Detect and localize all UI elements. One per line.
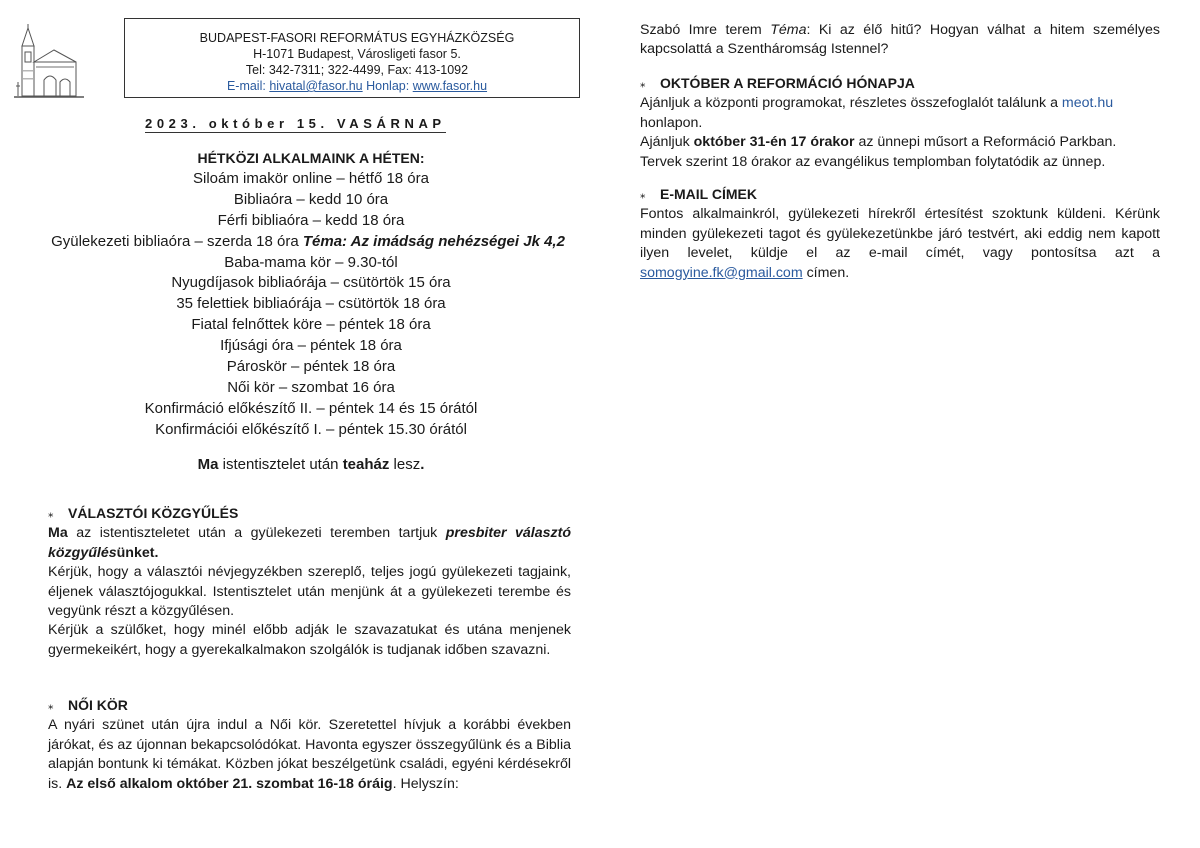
event-item: Bibliaóra – kedd 10 óra	[233, 190, 389, 208]
weekly-heading: HÉTKÖZI ALKALMAINK A HÉTEN:	[197, 150, 425, 166]
noi-kor-end: . Helyszín:	[392, 775, 459, 792]
date-line: 2023. október 15. VASÁRNAP	[145, 116, 446, 131]
section-title	[48, 504, 571, 524]
event-topic: Téma: Az imádság nehézségei Jk 4,2	[302, 232, 565, 250]
section-title	[640, 74, 1160, 94]
noi-kor-bold: Az első alkalom október 21. szombat 16-18 óráig	[66, 775, 393, 792]
weekly-events	[48, 148, 574, 441]
org-name: BUDAPEST-FASORI REFORMÁTUS EGYHÁZKÖZSÉG	[199, 31, 515, 45]
address: H-1071 Budapest, Városligeti fasor 5.	[253, 47, 461, 61]
somogyine-email-link[interactable]: somogyine.fk@gmail.com	[640, 264, 803, 281]
teahaz-notice	[48, 456, 574, 473]
event-item: Női kör – szombat 16 óra	[227, 378, 395, 396]
event-item: Konfirmáció előkészítő II. – péntek 14 és 15 órától	[144, 399, 478, 417]
email-label: E-mail:	[226, 79, 266, 93]
valasztoi-title: VÁLASZTÓI KÖZGYŰLÉS	[68, 505, 239, 521]
valasztoi-p2: Kérjük, hogy a választói névjegyzékben szereplő, teljes jogú gyülekezeti tagjaink, éljenek választójogukkal. Istentisztelet után menjünk át a gyülekezeti terembe és vegyünk részt a közgyűlésen.	[48, 564, 571, 620]
email-title: E-MAIL CÍMEK	[660, 186, 757, 202]
bullet-icon: ⁎	[640, 78, 646, 90]
p1-bold-italic: presbiter választó közgyűlés	[48, 525, 571, 561]
okt-p2-end: az ünnepi műsort a Reformáció Parkban.	[854, 134, 1117, 151]
oktober-p2	[640, 133, 1160, 152]
right-top-text	[640, 21, 1160, 60]
event-item-gyulekezeti	[42, 232, 574, 253]
event-item: Férfi bibliaóra – kedd 18 óra	[217, 211, 405, 229]
section-email	[640, 185, 1160, 283]
church-logo-icon	[14, 22, 84, 100]
event-item: 35 felettiek bibliaórája – csütörtök 18 óra	[176, 295, 446, 313]
event-item: Siloám imakör online – hétfő 18 óra	[193, 169, 429, 187]
section-noi-kor	[48, 696, 571, 794]
rt-text2: : Ki az élő hitű? Hogyan válhat a hitem személyes kapcsolattá a Szentháromság Istennel?	[640, 22, 1160, 58]
p1-text: az istentiszteletet után a gyülekezeti teremben tartjuk	[67, 525, 446, 542]
bullet-icon: ⁎	[48, 700, 54, 712]
ma-mid: istentisztelet után	[218, 456, 343, 473]
ma-bold: Ma	[197, 456, 219, 473]
teahaz-bold: teaház	[342, 456, 390, 473]
noi-kor-p1	[48, 716, 571, 794]
section-title	[48, 696, 571, 716]
ma-dot: .	[420, 456, 425, 473]
okt-p2-bold: október 31-én 17 órakor	[693, 134, 855, 151]
bullet-icon: ⁎	[640, 189, 646, 201]
event-item: Baba-mama kör – 9.30-tól	[224, 253, 398, 271]
web-label: Honlap:	[366, 79, 410, 93]
email-link[interactable]: hivatal@fasor.hu	[269, 79, 363, 93]
okt-p2-start: Ajánljuk	[640, 134, 694, 151]
p1-ma: Ma	[48, 525, 68, 542]
meot-link[interactable]: meot.hu	[1061, 95, 1114, 112]
okt-p1-text: Ajánljuk a központi programokat, részletes összefoglalót találunk a	[640, 95, 1062, 112]
rt-tema: Téma	[770, 22, 807, 38]
event-item: Fiatal felnőttek köre – péntek 18 óra	[191, 316, 431, 334]
rt-text1: Szabó Imre terem	[640, 22, 771, 38]
bullet-icon: ⁎	[48, 508, 54, 520]
event-item: Konfirmációi előkészítő I. – péntek 15.30 órától	[155, 420, 467, 438]
noi-kor-title: NŐI KÖR	[68, 697, 128, 713]
header-box	[124, 18, 580, 98]
section-title	[640, 185, 1160, 205]
oktober-p3: Tervek szerint 18 órakor az evangélikus templomban folytatódik az ünnep.	[640, 153, 1106, 170]
noi-kor-continuation	[640, 21, 1160, 60]
event-item: Nyugdíjasok bibliaórája – csütörtök 15 óra	[171, 274, 451, 292]
valasztoi-p1	[48, 524, 571, 563]
phone-fax: Tel: 342-7311; 322-4499, Fax: 413-1092	[245, 63, 469, 77]
oktober-p1	[640, 94, 1160, 133]
oktober-title: OKTÓBER A REFORMÁCIÓ HÓNAPJA	[660, 75, 915, 91]
event-item: Pároskör – péntek 18 óra	[226, 358, 396, 376]
okt-p1-end: honlapon.	[640, 114, 703, 131]
valasztoi-p3: Kérjük a szülőket, hogy minél előbb adják le szavazatukat és utána menjenek gyermekeikért, hogy a gyerekalkalmakon szolgálók is tudjanak időben szavazni.	[48, 622, 571, 658]
email-end: címen.	[802, 264, 850, 281]
section-oktober	[640, 74, 1160, 172]
contact-line	[135, 78, 579, 94]
event-item: Ifjúsági óra – péntek 18 óra	[220, 337, 402, 355]
section-valasztoi	[48, 504, 571, 660]
email-p1	[640, 205, 1160, 283]
ma-end: lesz	[389, 456, 421, 473]
noi-kor-text: A nyári szünet után újra indul a Női kör. Szeretettel hívjuk a korábbi években járókat, és az újonnan bekapcsolódókat. Havonta egyszer összegyűlünk és a Biblia alapján bontunk ki témákat. Közben jókat beszélgetünk családi, egyéni kérdésekről is.	[48, 717, 571, 792]
web-link[interactable]: www.fasor.hu	[412, 79, 488, 93]
event-text: Gyülekezeti bibliaóra – szerda 18 óra	[51, 232, 303, 250]
p1-bold: ünket.	[116, 544, 159, 561]
email-text: Fontos alkalmainkról, gyülekezeti hírekről értesítést szoktunk küldeni. Kérünk minden gyülekezeti tagot és gyülekezetünkbe járó testvért, aki eddig nem kapott ilyen levelet, küldje el az e-mail címét, vagy pontosítsa azt a	[640, 206, 1160, 262]
